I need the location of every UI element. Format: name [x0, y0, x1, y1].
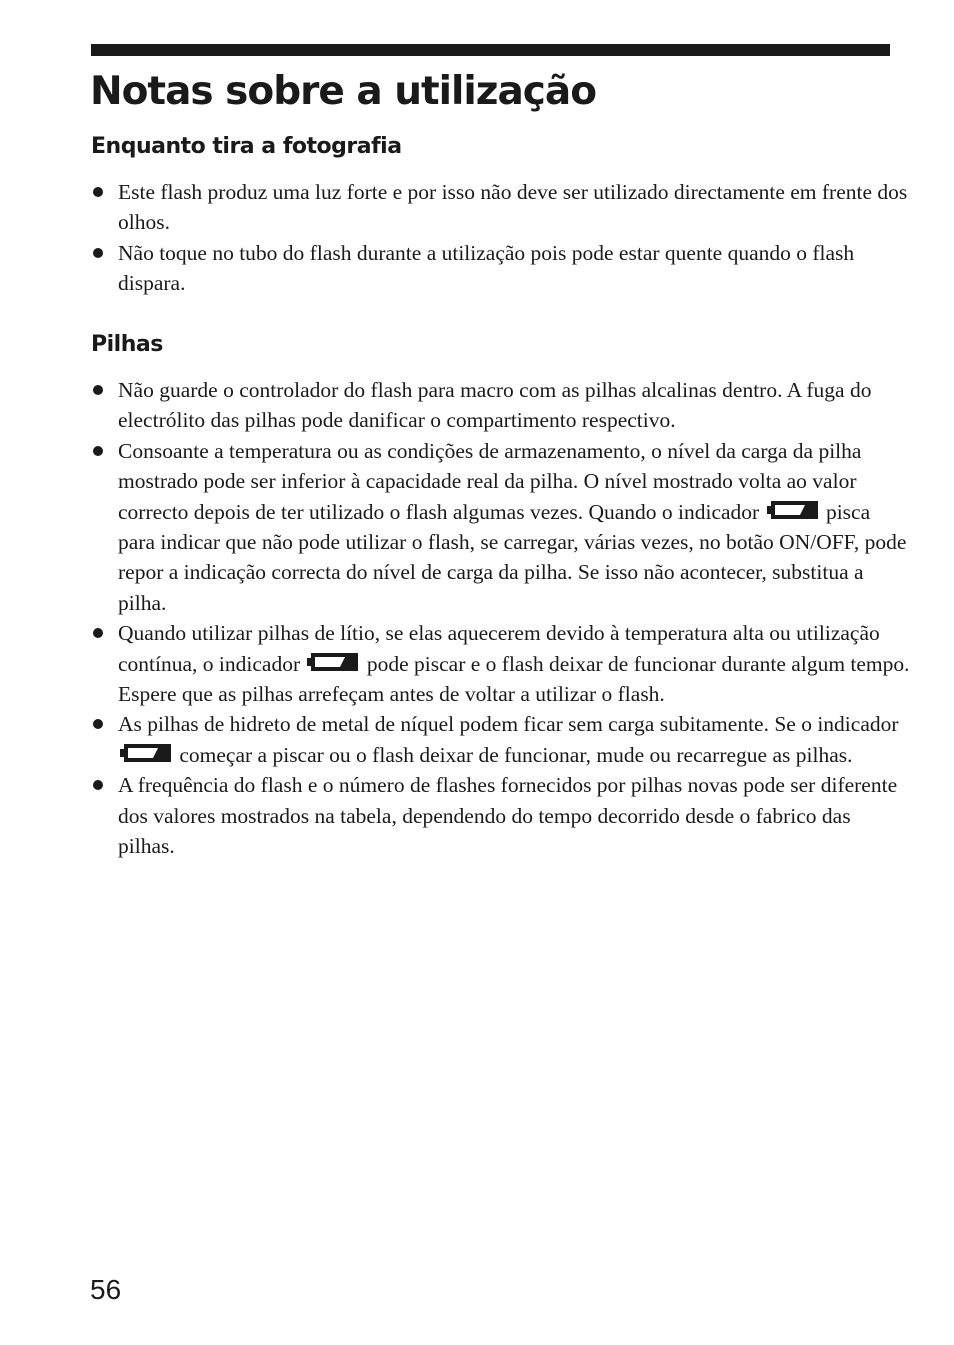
page-number: 56: [90, 1274, 122, 1305]
list-item: [91, 770, 911, 861]
list-item: [91, 177, 911, 238]
bullet-list-photo: [91, 177, 911, 299]
list-item-text-before: As pilhas de hidreto de metal de níquel podem ficar sem carga subitamente. Se o indicador: [118, 712, 899, 737]
list-item: [91, 618, 911, 709]
list-item-text-after: começar a piscar ou o flash deixar de funcionar, mude ou recarregue as pilhas.: [179, 742, 853, 767]
page-title: Notas sobre a utilização: [90, 69, 597, 114]
list-item-text-after: pode piscar e o flash deixar de funcionar durante algum tempo. Espere que as pilhas arrefeçam antes de voltar a utilizar o flash.: [118, 651, 910, 707]
list-item-text-after: pisca para indicar que não pode utilizar o flash, se carregar, várias vezes, no botão ON/OFF, pode repor a indicação correcta do nível de carga da pilha. Se isso não acontecer, substitua a pilha.: [118, 499, 907, 615]
list-item-text: Não toque no tubo do flash durante a utilização pois pode estar quente quando o flash dispara.: [118, 240, 855, 296]
bullet-list-batteries: [91, 375, 911, 862]
battery-low-icon: [307, 652, 359, 672]
title-rule: [91, 44, 890, 56]
battery-low-icon: [120, 743, 172, 763]
list-item: [91, 238, 911, 299]
list-item-text: A frequência do flash e o número de flashes fornecidos por pilhas novas pode ser diferente dos valores mostrados na tabela, dependendo do tempo decorrido desde o fabrico das pilhas.: [118, 773, 898, 859]
section-heading-batteries: Pilhas: [91, 332, 163, 357]
bullet-icon: [93, 385, 103, 395]
bullet-icon: [93, 446, 103, 456]
bullet-icon: [93, 187, 103, 197]
list-item: [91, 375, 911, 436]
bullet-icon: [93, 628, 103, 638]
section-heading-photo: Enquanto tira a fotografia: [91, 134, 402, 159]
bullet-icon: [93, 248, 103, 258]
bullet-icon: [93, 719, 103, 729]
list-item-text: Este flash produz uma luz forte e por isso não deve ser utilizado directamente em frente dos olhos.: [118, 180, 908, 235]
list-item-text: Não guarde o controlador do flash para macro com as pilhas alcalinas dentro. A fuga do electrólito das pilhas pode danificar o compartimento respectivo.: [118, 378, 872, 433]
bullet-icon: [93, 780, 103, 790]
list-item-text-before: Quando utilizar pilhas de lítio, se elas aquecerem devido à temperatura alta ou utilização contínua, o indicador: [118, 621, 880, 676]
list-item: [91, 709, 911, 770]
battery-low-icon: [767, 500, 819, 520]
list-item: [91, 436, 911, 618]
list-item-text-before: Consoante a temperatura ou as condições de armazenamento, o nível da carga da pilha mostrado pode ser inferior à capacidade real da pilha. O nível mostrado volta ao valor correcto depois de ter utilizado o flash algumas vezes. Quando o indicador: [118, 438, 862, 524]
